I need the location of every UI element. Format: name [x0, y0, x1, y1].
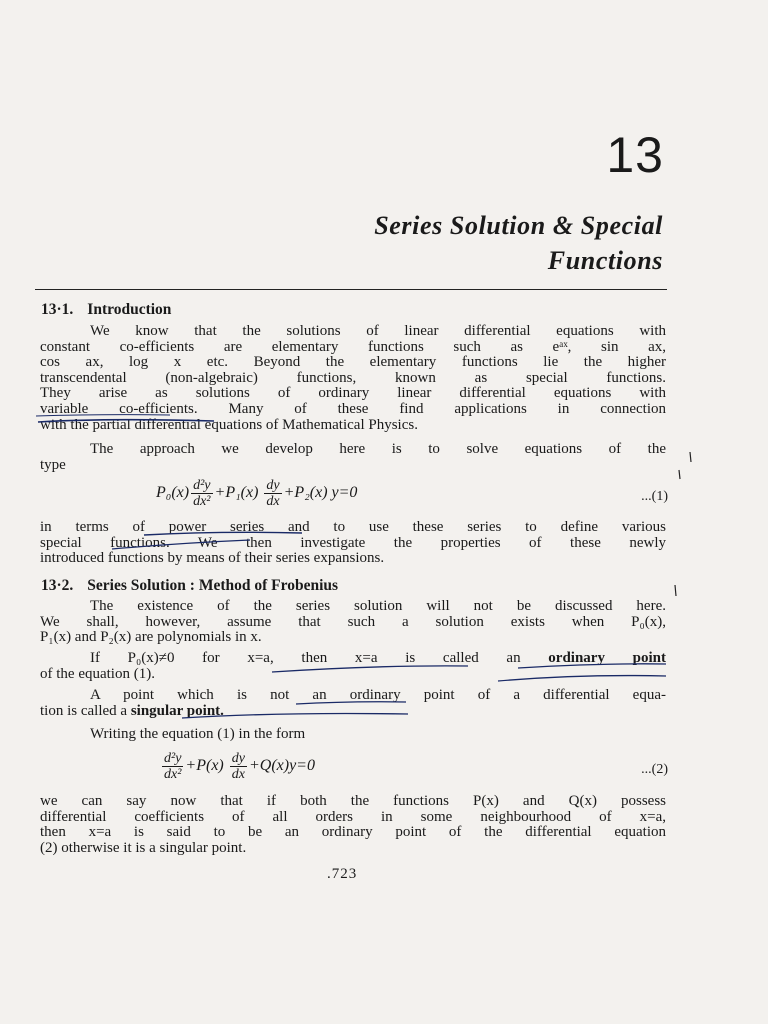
underline-mark	[112, 540, 250, 549]
underline-mark	[272, 666, 468, 672]
text-line: The approach we develop here is to solve equations of the	[90, 441, 666, 457]
equation-2-label: ...(2)	[641, 762, 668, 777]
text-line: of the equation (1).	[40, 665, 155, 682]
text-line: in terms of power series and to use these series to define various	[40, 519, 666, 535]
section-title: Introduction	[87, 301, 172, 318]
text-line: (2) otherwise it is a singular point.	[40, 839, 247, 856]
underline-mark	[36, 415, 170, 416]
text-line: special functions. We then investigate the properties of these newly	[40, 534, 666, 551]
equation-1: P₀(x) $\frac{\text{d²y}}{\text{dx²}}$ +P₁(x) $\frac{dy}{dx}$ +P₂(x) y=0	[156, 478, 358, 509]
chapter-number: 13	[606, 127, 664, 183]
section-number: 13·1.	[41, 301, 74, 318]
text-line: variable co-efficients. Many of these find applications in connection	[40, 400, 666, 417]
chapter-title-line2: Functions	[547, 246, 663, 275]
text-line: with the partial differential equations of Mathematical Physics.	[40, 416, 418, 433]
text-line: cos ax, log x etc. Beyond the elementary functions lie the higher	[40, 354, 666, 371]
underline-mark	[182, 714, 408, 719]
term-ordinary-point: ordinary point	[548, 650, 667, 666]
text-line: type	[40, 456, 66, 473]
text-line: constant co-efficients are elementary functions such as eᵃˣ, sin ax,	[40, 338, 666, 355]
text-line: They arise as solutions of ordinary linear differential equations with	[40, 385, 666, 402]
text-line: introduced functions by means of their series expansions.	[40, 550, 385, 567]
equation-1-label: ...(1)	[641, 489, 668, 504]
text-line: A point which is not an ordinary point of a differential equa-	[90, 687, 666, 703]
text-line: We shall, however, assume that such a solution exists when P₀(x),	[40, 613, 666, 630]
text-line: transcendental (non-algebraic) functions, known as special functions.	[40, 369, 666, 386]
equation-2: $\frac{\text{d²y}}{\text{dx²}}$ +P(x) $\frac{dy}{dx}$ +Q(x)y=0	[164, 751, 315, 782]
section-number: 13·2.	[41, 577, 74, 594]
text-line: differential coefficients of all orders in some neighbourhood of x=a,	[40, 808, 666, 825]
margin-tick-mark	[679, 470, 680, 479]
chapter-title-line1: Series Solution & Special	[374, 211, 663, 240]
page-number: .723	[327, 866, 358, 882]
underline-mark	[144, 532, 302, 535]
margin-tick-mark	[675, 585, 676, 596]
text-line: we can say now that if both the functions P(x) and Q(x) possess	[40, 793, 666, 809]
text-line: Writing the equation (1) in the form	[90, 726, 306, 742]
definition-text: If P₀(x)≠0 for x=a, then x=a is called an	[90, 650, 521, 666]
margin-tick-mark	[690, 452, 691, 462]
section-title: Series Solution : Method of Frobenius	[87, 577, 339, 594]
text-line: then x=a is said to be an ordinary point of the differential equation	[40, 824, 666, 841]
definition-text: tion is called a	[40, 702, 128, 719]
strikethrough-mark	[38, 420, 214, 422]
text-line: We know that the solutions of linear differential equations with	[90, 323, 666, 339]
term-singular-point: singular point.	[130, 702, 224, 719]
text-line: P₁(x) and P₂(x) are polynomials in x.	[40, 629, 262, 646]
underline-mark	[498, 676, 666, 681]
underline-mark	[296, 702, 406, 704]
underline-mark	[518, 664, 666, 668]
text-line: The existence of the series solution will not be discussed here.	[90, 598, 666, 614]
